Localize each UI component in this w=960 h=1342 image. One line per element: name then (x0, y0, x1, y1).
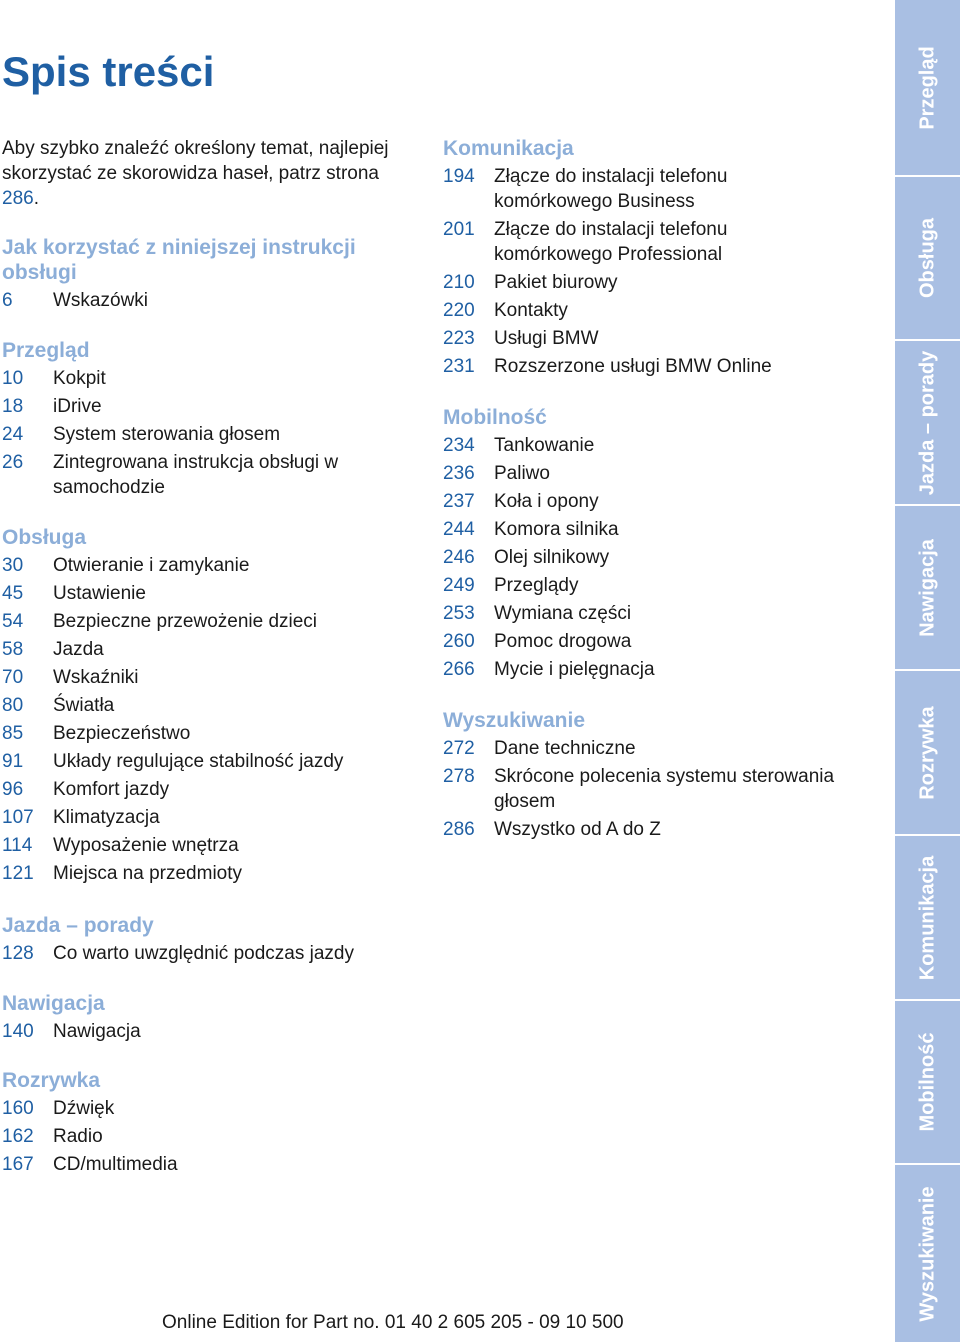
entry-label: Radio (53, 1126, 103, 1147)
entry-page: 237 (443, 491, 475, 512)
entry-page: 58 (2, 639, 24, 660)
toc-entry[interactable] (443, 270, 863, 295)
toc-entry[interactable] (2, 861, 422, 886)
entry-label: Ustawienie (53, 583, 146, 604)
toc-entry[interactable] (443, 354, 863, 379)
tab-label: Przegląd (916, 45, 938, 130)
entry-label: Otwieranie i zamykanie (53, 555, 250, 576)
intro-page-link[interactable]: 286 (2, 188, 34, 209)
intro-text (2, 136, 412, 211)
entry-page: 114 (2, 835, 33, 856)
entry-page: 96 (2, 779, 24, 800)
entry-label: Rozszerzone usługi BMW Online (494, 356, 772, 377)
toc-section-wyszukiwanie (443, 708, 863, 845)
toc-entry[interactable] (443, 517, 863, 542)
toc-entry[interactable] (2, 1096, 422, 1121)
toc-entry[interactable] (2, 366, 422, 391)
toc-section-jazda-porady (2, 913, 422, 969)
tab-label: Rozrywka (916, 705, 938, 800)
toc-entry[interactable] (2, 394, 422, 419)
toc-entry[interactable] (2, 609, 422, 634)
toc-entry[interactable] (2, 288, 422, 313)
toc-section-rozrywka (2, 1068, 422, 1180)
entry-label: Miejsca na przedmioty (53, 863, 243, 884)
entry-label: Bezpieczne przewożenie dzieci (53, 611, 318, 632)
entry-label: Kontakty (494, 300, 568, 321)
toc-entry[interactable] (2, 1152, 422, 1177)
entry-page: 236 (443, 463, 475, 484)
entry-page: 210 (443, 272, 475, 293)
toc-entry[interactable] (2, 721, 422, 746)
toc-section-obsluga (2, 525, 422, 889)
toc-entry[interactable] (2, 805, 422, 830)
tab-label: Mobilność (916, 1032, 938, 1132)
entry-label: iDrive (53, 396, 102, 417)
toc-entry[interactable] (2, 693, 422, 718)
entry-page: 10 (2, 368, 24, 389)
entry-label: Światła (53, 695, 115, 716)
toc-entry[interactable] (2, 581, 422, 606)
toc-entry[interactable] (2, 553, 422, 578)
tab-przeglad[interactable] (895, 0, 960, 177)
entry-label: Co warto uwzględnić podczas jazdy (53, 943, 354, 964)
entry-page: 24 (2, 424, 24, 445)
entry-page: 286 (443, 819, 475, 840)
entry-label: Wszystko od A do Z (494, 819, 661, 840)
entry-label: Jazda (53, 639, 104, 660)
tab-wyszukiwanie[interactable] (895, 1165, 960, 1342)
entry-label: Skrócone polecenia systemu sterowania głosem (494, 766, 835, 812)
entry-label: Dźwięk (53, 1098, 115, 1119)
entry-page: 272 (443, 738, 475, 759)
entry-label: CD/multimedia (53, 1154, 178, 1175)
section-title[interactable]: Obsługa (2, 526, 87, 549)
entry-page: 201 (443, 219, 475, 240)
entry-label: Bezpieczeństwo (53, 723, 191, 744)
entry-label: Złącze do instalacji telefonu komórkowego Business (494, 166, 728, 212)
entry-label: Nawigacja (53, 1021, 141, 1042)
section-title[interactable]: Komunikacja (443, 137, 574, 160)
entry-page: 160 (2, 1098, 34, 1119)
entry-page: 121 (2, 863, 34, 884)
toc-entry[interactable] (2, 422, 422, 447)
section-title[interactable]: Nawigacja (2, 992, 105, 1015)
entry-page: 220 (443, 300, 475, 321)
entry-page: 223 (443, 328, 475, 349)
intro-body: Aby szybko znaleźć określony temat, najlepiej skorzystać ze skorowidza haseł, patrz strona (2, 138, 389, 184)
entry-page: 253 (443, 603, 475, 624)
toc-section-przeglad (2, 338, 422, 503)
entry-label: Wyposażenie wnętrza (53, 835, 239, 856)
entry-page: 26 (2, 452, 24, 473)
toc-entry[interactable] (443, 736, 863, 761)
entry-page: 140 (2, 1021, 34, 1042)
entry-label: Kokpit (53, 368, 106, 389)
entry-label: Paliwo (494, 463, 550, 484)
entry-label: Mycie i pielęgnacja (494, 659, 655, 680)
toc-entry[interactable] (443, 489, 863, 514)
chapter-tab-sidebar (895, 0, 960, 1342)
entry-label: Wymiana części (494, 603, 632, 624)
entry-label: Zintegrowana instrukcja obsługi w samochodzie (53, 452, 339, 498)
entry-label: Przeglądy (494, 575, 579, 596)
tab-label: Nawigacja (916, 538, 938, 637)
tab-nawigacja[interactable] (895, 506, 960, 671)
entry-page: 260 (443, 631, 475, 652)
entry-page: 246 (443, 547, 475, 568)
entry-page: 54 (2, 611, 24, 632)
entry-page: 278 (443, 766, 475, 787)
entry-label: System sterowania głosem (53, 424, 281, 445)
section-title[interactable]: Rozrywka (2, 1069, 101, 1092)
toc-entry[interactable] (443, 217, 863, 267)
entry-label: Koła i opony (494, 491, 599, 512)
tab-jazda-porady[interactable] (895, 341, 960, 506)
tab-obsluga[interactable] (895, 177, 960, 341)
toc-entry[interactable] (2, 1124, 422, 1149)
toc-section-mobilnosc (443, 405, 863, 685)
toc-entry[interactable] (443, 298, 863, 323)
entry-page: 107 (2, 807, 34, 828)
entry-page: 85 (2, 723, 24, 744)
entry-page: 6 (2, 290, 13, 311)
toc-section-komunikacja (443, 136, 863, 382)
section-title[interactable]: Jazda – porady (2, 914, 154, 937)
entry-label: Pomoc drogowa (494, 631, 632, 652)
toc-entry[interactable] (443, 545, 863, 570)
entry-label: Dane techniczne (494, 738, 636, 759)
entry-label: Złącze do instalacji telefonu komórkowego Professional (494, 219, 728, 265)
entry-page: 80 (2, 695, 24, 716)
toc-section-nawigacja (2, 991, 422, 1047)
toc-entry[interactable] (2, 1019, 422, 1044)
tab-komunikacja[interactable] (895, 836, 960, 1001)
entry-page: 194 (443, 166, 475, 187)
entry-page: 45 (2, 583, 24, 604)
entry-label: Olej silnikowy (494, 547, 610, 568)
entry-page: 91 (2, 751, 24, 772)
toc-entry[interactable] (2, 637, 422, 662)
entry-page: 244 (443, 519, 475, 540)
toc-entry[interactable] (443, 601, 863, 626)
toc-entry[interactable] (443, 657, 863, 682)
intro-suffix: . (33, 188, 39, 209)
entry-page: 30 (2, 555, 24, 576)
entry-label: Klimatyzacja (53, 807, 160, 828)
entry-page: 70 (2, 667, 24, 688)
entry-label: Wskazówki (53, 290, 149, 311)
entry-page: 162 (2, 1126, 34, 1147)
toc-section-jak-korzystac (2, 235, 422, 316)
entry-page: 266 (443, 659, 475, 680)
section-title[interactable]: Mobilność (443, 406, 547, 429)
entry-page: 18 (2, 396, 24, 417)
entry-label: Usługi BMW (494, 328, 599, 349)
tab-mobilnosc[interactable] (895, 1001, 960, 1165)
toc-entry[interactable] (2, 941, 422, 966)
entry-label: Układy regulujące stabilność jazdy (53, 751, 344, 772)
entry-label: Komora silnika (494, 519, 619, 540)
entry-label: Komfort jazdy (53, 779, 170, 800)
footer-edition-note: Online Edition for Part no. 01 40 2 605 205 - 09 10 500 (162, 1312, 624, 1333)
tab-label: Jazda – porady (916, 350, 938, 495)
entry-page: 167 (2, 1154, 34, 1175)
toc-entry[interactable] (2, 833, 422, 858)
section-title[interactable]: Przegląd (2, 339, 90, 362)
toc-entry[interactable] (443, 164, 863, 214)
section-title[interactable]: Wyszukiwanie (443, 709, 585, 732)
entry-page: 234 (443, 435, 475, 456)
toc-entry[interactable] (2, 749, 422, 774)
page-title: Spis treści (2, 48, 215, 95)
toc-entry[interactable] (443, 817, 863, 842)
entry-page: 231 (443, 356, 475, 377)
tab-label: Wyszukiwanie (916, 1185, 938, 1322)
toc-entry[interactable] (2, 665, 422, 690)
toc-entry[interactable] (443, 461, 863, 486)
toc-entry[interactable] (2, 777, 422, 802)
entry-label: Tankowanie (494, 435, 595, 456)
toc-entry[interactable] (443, 629, 863, 654)
entry-page: 128 (2, 943, 34, 964)
tab-label: Komunikacja (916, 855, 938, 980)
entry-label: Pakiet biurowy (494, 272, 618, 293)
entry-page: 249 (443, 575, 475, 596)
entry-label: Wskaźniki (53, 667, 139, 688)
toc-entry[interactable] (443, 433, 863, 458)
toc-entry[interactable] (443, 764, 863, 814)
tab-label: Obsługa (916, 217, 938, 299)
toc-entry[interactable] (443, 573, 863, 598)
toc-entry[interactable] (2, 450, 422, 500)
section-title[interactable]: Jak korzystać z niniejszej instrukcji obsługi (2, 236, 356, 284)
tab-rozrywka[interactable] (895, 671, 960, 836)
toc-entry[interactable] (443, 326, 863, 351)
